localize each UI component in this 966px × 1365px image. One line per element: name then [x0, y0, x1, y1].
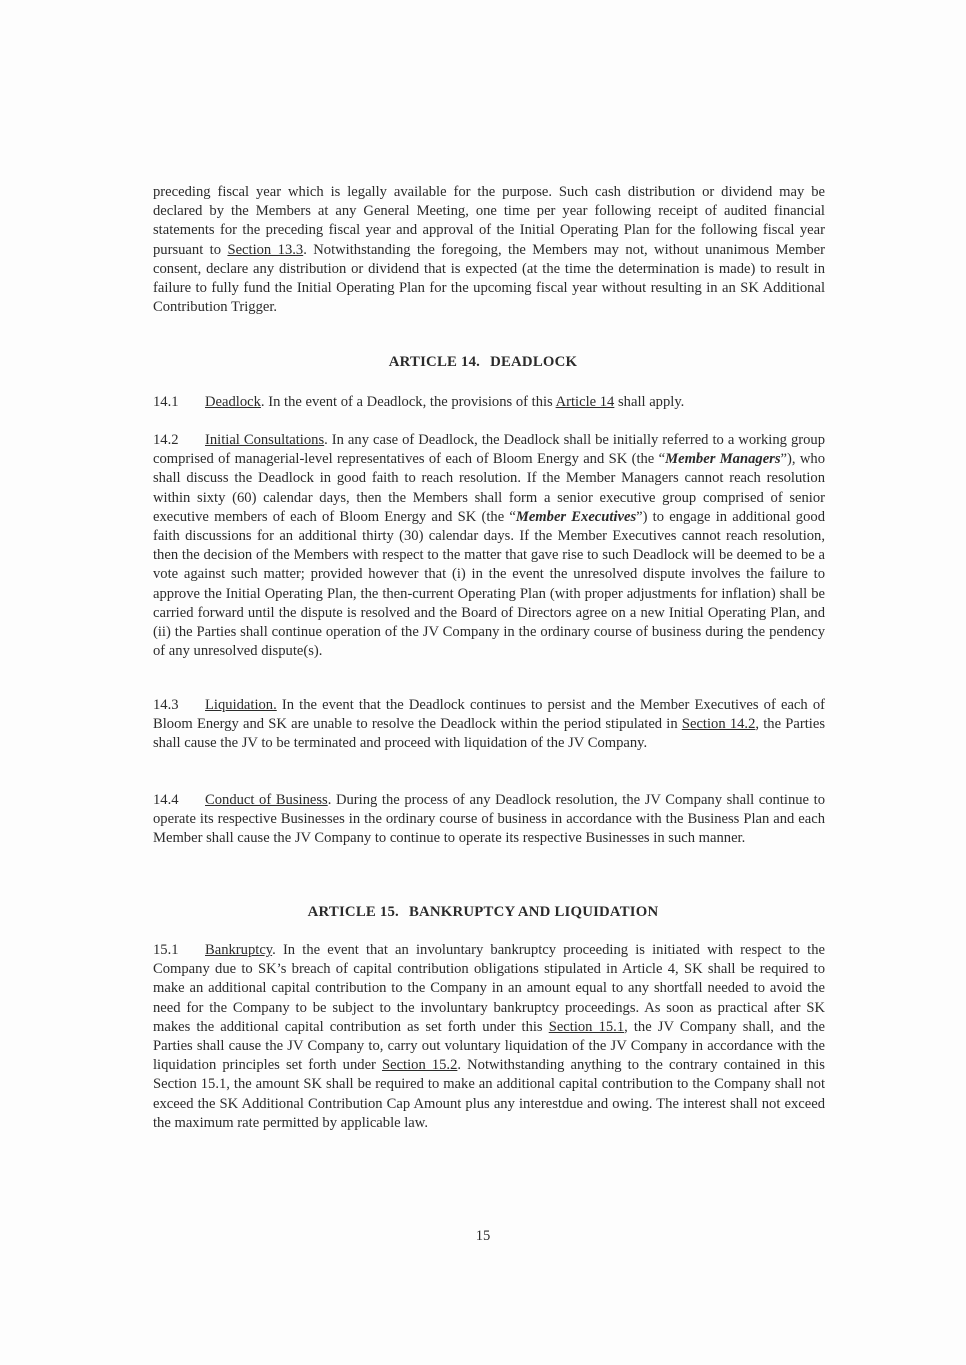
section-14-2-text-2: ”), who shall discuss the Deadlock in good faith to reach resolution. If the Member Managers cannot reach resolution within sixty (60) calendar days, then the Members shall form a senior executive group comprised of senior executive members of each of Bloom Energy and SK (the “ — [153, 451, 825, 525]
section-14-2-reference[interactable]: Section 14.2 — [681, 716, 756, 733]
article-15-number: ARTICLE 15. — [307, 904, 399, 920]
section-14-4-text: . During the process of any Deadlock resolution, the JV Company shall continue to operate its respective Businesses in the ordinary course of business in accordance with the Business Plan and each Member shall cause the JV Company to continue to operate its respective Businesses in such manner. — [153, 792, 825, 847]
section-14-3 — [153, 696, 825, 754]
article-14-reference[interactable]: Article 14 — [555, 394, 615, 410]
section-15-1-number: 15.1 — [153, 942, 179, 958]
section-14-2-text-3: ”) to engage in additional good faith discussions for an additional thirty (30) calendar days. If the Member Executives cannot reach resolution, then the decision of the Members with respect to the matter that gave rise to such Deadlock will be deemed to be a vote against such matter; provided however that (i) in the event the unresolved dispute involves the failure to approve the Initial Operating Plan, the then-current Operating Plan (with proper adjustments for inflation) shall be carried forward until the dispute is resolved and the Board of Directors agree on a new Initial Operating Plan, and (ii) the Parties shall continue operation of the JV Company in the ordinary course of business during the pendency of any unresolved dispute(s). — [153, 508, 825, 660]
section-14-2-title: Initial Consultations — [205, 432, 325, 448]
intro-paragraph — [153, 183, 825, 317]
section-15-2-reference[interactable]: Section 15.2 — [381, 1057, 458, 1074]
section-13-3-reference[interactable]: Section 13.3 — [227, 241, 304, 258]
section-14-2-number: 14.2 — [153, 432, 179, 448]
article-14-number: ARTICLE 14. — [388, 354, 481, 370]
section-15-1-text-3: . Notwithstanding anything to the contrary contained in this Section 15.1, the amount SK shall be required to make an additional capital contribution to the Company shall not exceed the SK Additional Contribution Cap Amount plus any interestdue and owing. The interest shall not exceed the maximum rate permitted by applicable law. — [153, 1057, 825, 1131]
member-managers-term: Member Managers — [665, 451, 781, 468]
intro-text-2: . Notwithstanding the foregoing, the Members may not, without unanimous Member consent, declare any distribution or dividend that is expected (at the time the determination is made) to result in failure to fully fund the Initial Operating Plan for the upcoming fiscal year without resulting in an SK Additional Contribution Trigger. — [153, 241, 825, 316]
section-14-2 — [153, 431, 825, 661]
section-14-3-text-2: , the Parties shall cause the JV to be terminated and proceed with liquidation of the JV Company. — [153, 716, 825, 752]
section-14-2-text-1: . In any case of Deadlock, the Deadlock shall be initially referred to a working group comprised of managerial-level representatives of each of Bloom Energy and SK (the “ — [153, 432, 825, 468]
section-15-1-text-1: . In the event that an involuntary bankruptcy proceeding is initiated with respect to the Company due to SK’s breach of capital contribution obligations stipulated in Article 4, SK shall be required to make an additional capital contribution to the Company in an amount equal to any shortfall needed to avoid the need for the Company to be subject to the involuntary bankruptcy proceedings. As soon as practical after SK makes the additional capital contribution as set forth under this — [153, 942, 825, 1035]
section-14-1-number: 14.1 — [153, 394, 179, 410]
intro-text-1: preceding fiscal year which is legally available for the purpose. Such cash distribution or dividend may be declared by the Members at any General Meeting, one time per year following receipt of audited financial statements for the preceding fiscal year and approval of the Initial Operating Plan for the following fiscal year pursuant to — [153, 184, 825, 258]
section-14-4-title: Conduct of Business — [205, 792, 328, 808]
section-14-3-number: 14.3 — [153, 697, 179, 713]
article-14-title: DEADLOCK — [490, 354, 578, 370]
section-14-1-text-1: . In the event of a Deadlock, the provisions of this — [260, 394, 556, 410]
section-15-1 — [153, 941, 825, 1133]
section-14-4-number: 14.4 — [153, 792, 179, 808]
article-15-title: BANKRUPTCY AND LIQUIDATION — [408, 904, 659, 920]
section-14-1-text-2: shall apply. — [614, 394, 685, 410]
section-14-1-title: Deadlock — [205, 394, 261, 410]
section-14-4 — [153, 791, 825, 849]
article-14-heading — [0, 353, 966, 372]
section-14-1 — [153, 393, 825, 412]
section-15-1-title: Bankruptcy — [205, 942, 273, 958]
member-executives-term: Member Executives — [515, 508, 637, 525]
section-14-3-title: Liquidation. — [205, 697, 277, 713]
section-15-1-text-2: , the JV Company shall, and the Parties shall cause the JV Company to, carry out voluntary liquidation of the JV Company in accordance with the liquidation principles set forth under — [153, 1018, 825, 1074]
article-15-heading — [0, 903, 966, 922]
page-number: 15 — [475, 1228, 491, 1244]
section-15-1-reference[interactable]: Section 15.1 — [548, 1018, 625, 1035]
section-14-3-text-1: In the event that the Deadlock continues to persist and the Member Executives of each of Bloom Energy and SK are unable to resolve the Deadlock within the period stipulated in — [153, 697, 825, 733]
